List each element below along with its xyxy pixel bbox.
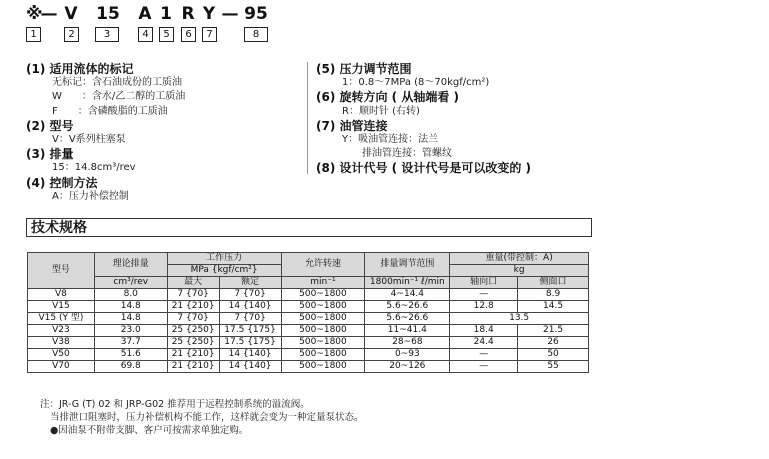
table-row xyxy=(28,349,589,361)
cell-pressure-max: 25 {250} xyxy=(167,337,219,349)
header-displacement-unit: cm³/rev xyxy=(94,277,167,289)
table-row xyxy=(28,289,589,301)
cell-speed: 500~1800 xyxy=(281,337,365,349)
header-pressure-unit: MPa {kgf/cm²} xyxy=(167,265,281,277)
cell-speed: 500~1800 xyxy=(281,361,365,373)
cell-displacement: 14.8 xyxy=(94,313,167,325)
cell-speed: 500~1800 xyxy=(281,313,365,325)
header-pressure: 工作压力 xyxy=(167,253,281,265)
cell-flow: 0~93 xyxy=(365,349,450,361)
cell-weight-side: 14.5 xyxy=(518,301,589,313)
cell-displacement: 23.0 xyxy=(94,325,167,337)
cell-flow: 5.6~26.6 xyxy=(365,313,450,325)
cell-pressure-max: 25 {250} xyxy=(167,325,219,337)
cell-weight-side: 8.9 xyxy=(518,289,589,301)
cell-speed: 500~1800 xyxy=(281,301,365,313)
cell-pressure-rated: 14 {140} xyxy=(219,349,281,361)
spec-heading-4: (4) 控制方法 xyxy=(26,175,98,190)
cell-weight-side: 21.5 xyxy=(518,325,589,337)
code-seg-5: A xyxy=(138,4,152,24)
cell-model: V15 xyxy=(28,301,95,313)
cell-pressure-rated: 7 {70} xyxy=(219,289,281,301)
spec-list-left xyxy=(26,62,296,204)
cell-pressure-rated: 17.5 {175} xyxy=(219,337,281,349)
header-weight-axial: 轴向口 xyxy=(450,277,518,289)
table-row xyxy=(28,301,589,313)
cell-flow: 20~126 xyxy=(365,361,450,373)
cell-speed: 500~1800 xyxy=(281,349,365,361)
spec-list-right xyxy=(316,62,606,176)
header-flow-unit xyxy=(365,277,450,289)
code-box-1: 1 xyxy=(26,27,41,42)
header-model: 型号 xyxy=(28,253,95,289)
cell-displacement: 14.8 xyxy=(94,301,167,313)
spec-line: W ：含水/乙二醇的工质油 xyxy=(52,91,186,103)
section-title: 技术规格 xyxy=(26,218,592,237)
header-flow-sub: 1800min⁻¹ xyxy=(369,277,419,287)
header-weight-side: 侧面口 xyxy=(518,277,589,289)
header-flow-range: 排量调节范围 xyxy=(365,253,450,277)
cell-displacement: 37.7 xyxy=(94,337,167,349)
note-line: 当排泄口阻塞时，压力补偿机构不能工作，这样就会变为一种定量泵状态。 xyxy=(50,412,364,423)
cell-flow: 28~68 xyxy=(365,337,450,349)
cell-model: V15 (Y 型) xyxy=(28,313,95,325)
cell-pressure-rated: 7 {70} xyxy=(219,313,281,325)
cell-model: V8 xyxy=(28,289,95,301)
spec-heading-5: (5) 压力调节范围 xyxy=(316,62,412,76)
cell-weight-axial: — xyxy=(450,289,518,301)
cell-pressure-max: 7 {70} xyxy=(167,313,219,325)
header-pressure-max: 最大 xyxy=(167,277,219,289)
cell-pressure-rated: 17.5 {175} xyxy=(219,325,281,337)
cell-weight-merged: 13.5 xyxy=(450,313,589,325)
cell-pressure-max: 21 {210} xyxy=(167,349,219,361)
cell-weight-axial: 24.4 xyxy=(450,337,518,349)
spec-line: 15：14.8cm³/rev xyxy=(52,162,136,174)
header-displacement: 理论排量 xyxy=(94,253,167,277)
code-seg-6: 1 xyxy=(160,4,172,24)
cell-model: V23 xyxy=(28,325,95,337)
spec-table xyxy=(27,252,589,373)
cell-pressure-max: 21 {210} xyxy=(167,361,219,373)
code-seg-1: ※ xyxy=(26,4,43,24)
cell-speed: 500~1800 xyxy=(281,289,365,301)
cell-pressure-max: 21 {210} xyxy=(167,301,219,313)
cell-displacement: 8.0 xyxy=(94,289,167,301)
spec-line: F ：含磷酸脂的工质油 xyxy=(52,105,168,117)
cell-flow: 5.6~26.6 xyxy=(365,301,450,313)
note-line: 注：JR-G (T) 02 和 JRP-G02 推荐用于远程控制系统的溢流阀。 xyxy=(40,399,310,410)
cell-weight-side: 26 xyxy=(518,337,589,349)
cell-flow: 4~14.4 xyxy=(365,289,450,301)
code-box-5: 5 xyxy=(159,27,174,42)
code-box-6: 6 xyxy=(181,27,196,42)
cell-displacement: 51.6 xyxy=(94,349,167,361)
code-seg-10: 95 xyxy=(244,4,268,24)
cell-model: V50 xyxy=(28,349,95,361)
code-seg-7: R xyxy=(181,4,195,24)
cell-speed: 500~1800 xyxy=(281,325,365,337)
code-box-4: 4 xyxy=(138,27,153,42)
column-divider xyxy=(307,62,308,174)
table-row xyxy=(28,313,589,325)
code-seg-4: 15 xyxy=(96,4,120,24)
cell-weight-axial: 18.4 xyxy=(450,325,518,337)
header-pressure-rated: 额定 xyxy=(219,277,281,289)
cell-pressure-max: 7 {70} xyxy=(167,289,219,301)
spec-line: Y：吸油管连接：法兰 xyxy=(342,134,439,146)
spec-heading-3: (3) 排量 xyxy=(26,147,74,162)
code-box-8: 8 xyxy=(244,27,268,42)
spec-line: 排油管连接：管螺纹 xyxy=(342,148,452,160)
header-weight-unit: kg xyxy=(450,265,589,277)
spec-line: V：V系列柱塞泵 xyxy=(52,134,126,146)
table-row xyxy=(28,361,589,373)
spec-heading-7: (7) 油管连接 xyxy=(316,118,388,133)
cell-flow: 11~41.4 xyxy=(365,325,450,337)
spec-line: R：顺时针 (右转) xyxy=(342,105,420,117)
cell-displacement: 69.8 xyxy=(94,361,167,373)
spec-heading-8: (8) 设计代号 ( 设计代号是可以改变的 ) xyxy=(316,161,531,176)
cell-model: V70 xyxy=(28,361,95,373)
table-row xyxy=(28,325,589,337)
cell-pressure-rated: 14 {140} xyxy=(219,301,281,313)
header-speed: 允许转速 xyxy=(281,253,365,277)
code-box-7: 7 xyxy=(202,27,217,42)
cell-weight-side: 50 xyxy=(518,349,589,361)
code-box-3: 3 xyxy=(95,27,119,42)
code-box-2: 2 xyxy=(64,27,79,42)
spec-heading-2: (2) 型号 xyxy=(26,118,74,133)
spec-line: 无标记：含石油成份的工质油 xyxy=(52,77,182,89)
code-seg-2: — xyxy=(40,4,58,24)
spec-line: A：压力补偿控制 xyxy=(52,190,129,202)
header-flow-unit-text: ℓ/min xyxy=(421,277,445,287)
header-speed-unit: min⁻¹ xyxy=(281,277,365,289)
spec-heading-1: (1) 适用流体的标记 xyxy=(26,62,134,76)
cell-weight-axial: — xyxy=(450,349,518,361)
code-seg-8: Y xyxy=(202,4,216,24)
header-weight: 重量(带控制：A) xyxy=(450,253,589,265)
footnotes xyxy=(40,398,364,437)
cell-weight-axial: — xyxy=(450,361,518,373)
code-seg-9: — xyxy=(221,4,239,24)
table-row xyxy=(28,337,589,349)
spec-heading-6: (6) 旋转方向 ( 从轴端看 ) xyxy=(316,90,459,105)
spec-line: 1：0.8～7MPa (8～70kgf/cm²) xyxy=(342,77,490,89)
cell-model: V38 xyxy=(28,337,95,349)
code-seg-3: V xyxy=(64,4,78,24)
cell-pressure-rated: 14 {140} xyxy=(219,361,281,373)
cell-weight-side: 55 xyxy=(518,361,589,373)
cell-weight-axial: 12.8 xyxy=(450,301,518,313)
note-line: ●因油泵不附带支脚、客户可按需求单独定购。 xyxy=(50,425,249,436)
